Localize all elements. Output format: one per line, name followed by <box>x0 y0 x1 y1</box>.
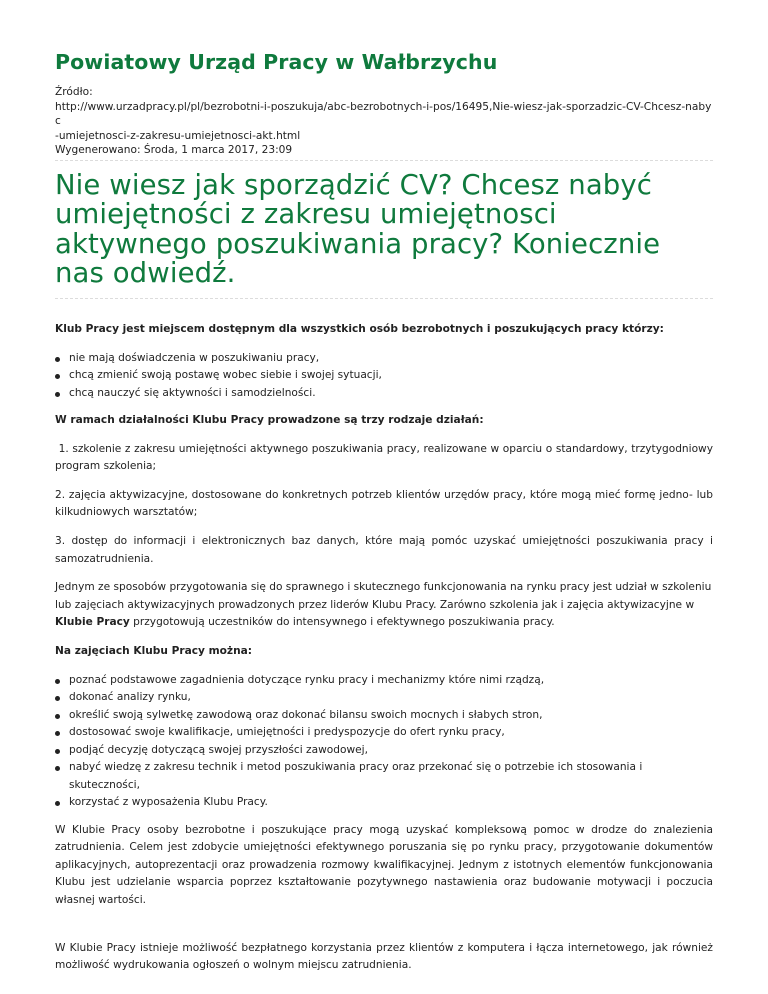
source-info <box>55 85 713 158</box>
generated-date: Wygenerowano: Środa, 1 marca 2017, 23:09 <box>55 144 293 157</box>
bullet-icon <box>55 714 60 719</box>
article-body <box>55 321 717 975</box>
preparation-paragraph: Jednym ze sposobów przygotowania się do sprawnego i skutecznego funkcjonowania na rynku pracy jest udział w szkoleniu lub zajęciach aktywizacyjnych prowadzonych przez liderów Klubu Pracy. Zarówno szkolenia jak i zajęcia aktywizacyjne w Klubie Pracy przygotowują uczestników do intensywnego i efektywnego poszukiwania pracy. <box>55 581 712 629</box>
activity-item-1: 1. szkolenie z zakresu umiejętności aktywnego poszukiwania pracy, realizowane w oparciu o standardowy, trzytygodniowy program szkolenia; <box>55 442 717 473</box>
help-paragraph: W Klubie Pracy osoby bezrobotne i poszukujące pracy mogą uzyskać kompleksową pomoc w drodze do znalezienia zatrudnienia. Celem jest zdobycie umiejętności efektywnego poruszania się po rynku pracy, przygotowanie dokumentów aplikacyjnych, autoprezentacji oraz prowadzenia rozmowy kwalifikacyjnej. Jednym z istotnych elementów funkcjonowania Klubu jest udzielanie wsparcia poprzez kształtowanie pozytywnego nastawienia oraz budowanie motywacji i poczucia własnej wartości. <box>55 823 713 906</box>
internet-paragraph: W Klubie Pracy istnieje możliwość bezpłatnego korzystania przez klientów z komputera i łącza internetowego, jak również możliwość wydrukowania ogłoszeń o wolnym miejscu zatrudnienia. <box>55 941 713 972</box>
bullet-icon <box>55 696 60 701</box>
list-item: chcą zmienić swoją postawę wobec siebie i swojej sytuacji, <box>55 367 713 385</box>
list-item: chcą nauczyć się aktywności i samodzielności. <box>55 385 713 403</box>
bullet-icon <box>55 392 60 397</box>
activity-item-3: 3. dostęp do informacji i elektronicznych baz danych, które mają pomóc uzyskać umiejętności poszukiwania pracy i samozatrudnienia. <box>55 535 713 565</box>
activity-item-2: 2. zajęcia aktywizacyjne, dostosowane do konkretnych potrzeb klientów urzędów pracy, które mogą mieć formę jedno- lub kilkudniowych warsztatów; <box>55 488 713 519</box>
list-item: dostosować swoje kwalifikacje, umiejętności i predyspozycje do ofert rynku pracy, <box>55 724 713 742</box>
divider-headline <box>55 298 713 299</box>
bullet-icon <box>55 731 60 736</box>
organization-title: Powiatowy Urząd Pracy w Wałbrzychu <box>55 50 498 74</box>
divider-top <box>55 160 713 161</box>
can-heading: Na zajęciach Klubu Pracy można: <box>55 645 253 657</box>
list-item: dokonać analizy rynku, <box>55 689 713 707</box>
source-url-line-2[interactable]: -umiejetnosci-z-zakresu-umiejetnosci-akt.html <box>55 129 301 142</box>
list-item: korzystać z wyposażenia Klubu Pracy. <box>55 794 713 812</box>
source-label: Źródło: <box>55 86 93 98</box>
intro-list <box>55 350 713 403</box>
list-item: podjąć decyzję dotyczącą swojej przyszłości zawodowej, <box>55 742 713 760</box>
bullet-icon <box>55 374 60 379</box>
bullet-icon <box>55 749 60 754</box>
source-url-line-1[interactable]: http://www.urzadpracy.pl/pl/bezrobotni-i-poszukuja/abc-bezrobotnych-i-pos/16495,Nie-wiesz-jak-sporzadzic-CV-Chcesz-nabyc <box>55 100 712 128</box>
list-item: określić swoją sylwetkę zawodową oraz dokonać bilansu swoich mocnych i słabych stron, <box>55 707 713 725</box>
list-item: nie mają doświadczenia w poszukiwaniu pracy, <box>55 350 713 368</box>
activities-heading: W ramach działalności Klubu Pracy prowadzone są trzy rodzaje działań: <box>55 414 484 427</box>
list-item: nabyć wiedzę z zakresu technik i metod poszukiwania pracy oraz przekonać się o potrzebie ich stosowania i skuteczności, <box>55 759 713 794</box>
can-list <box>55 672 713 812</box>
intro-heading: Klub Pracy jest miejscem dostępnym dla wszystkich osób bezrobotnych i poszukujących pracy którzy: <box>55 322 664 335</box>
club-name-bold: Klubie Pracy <box>55 616 130 629</box>
bullet-icon <box>55 766 60 771</box>
spacer <box>55 921 713 940</box>
bullet-icon <box>55 357 60 362</box>
list-item: poznać podstawowe zagadnienia dotyczące rynku pracy i mechanizmy które nimi rządzą, <box>55 672 713 690</box>
bullet-icon <box>55 801 60 806</box>
article-headline: Nie wiesz jak sporządzić CV? Chcesz nabyć umiejętności z zakresu umiejętnosci aktywnego poszukiwania pracy? Koniecznie nas odwiedź. <box>55 168 661 290</box>
bullet-icon <box>55 679 60 684</box>
